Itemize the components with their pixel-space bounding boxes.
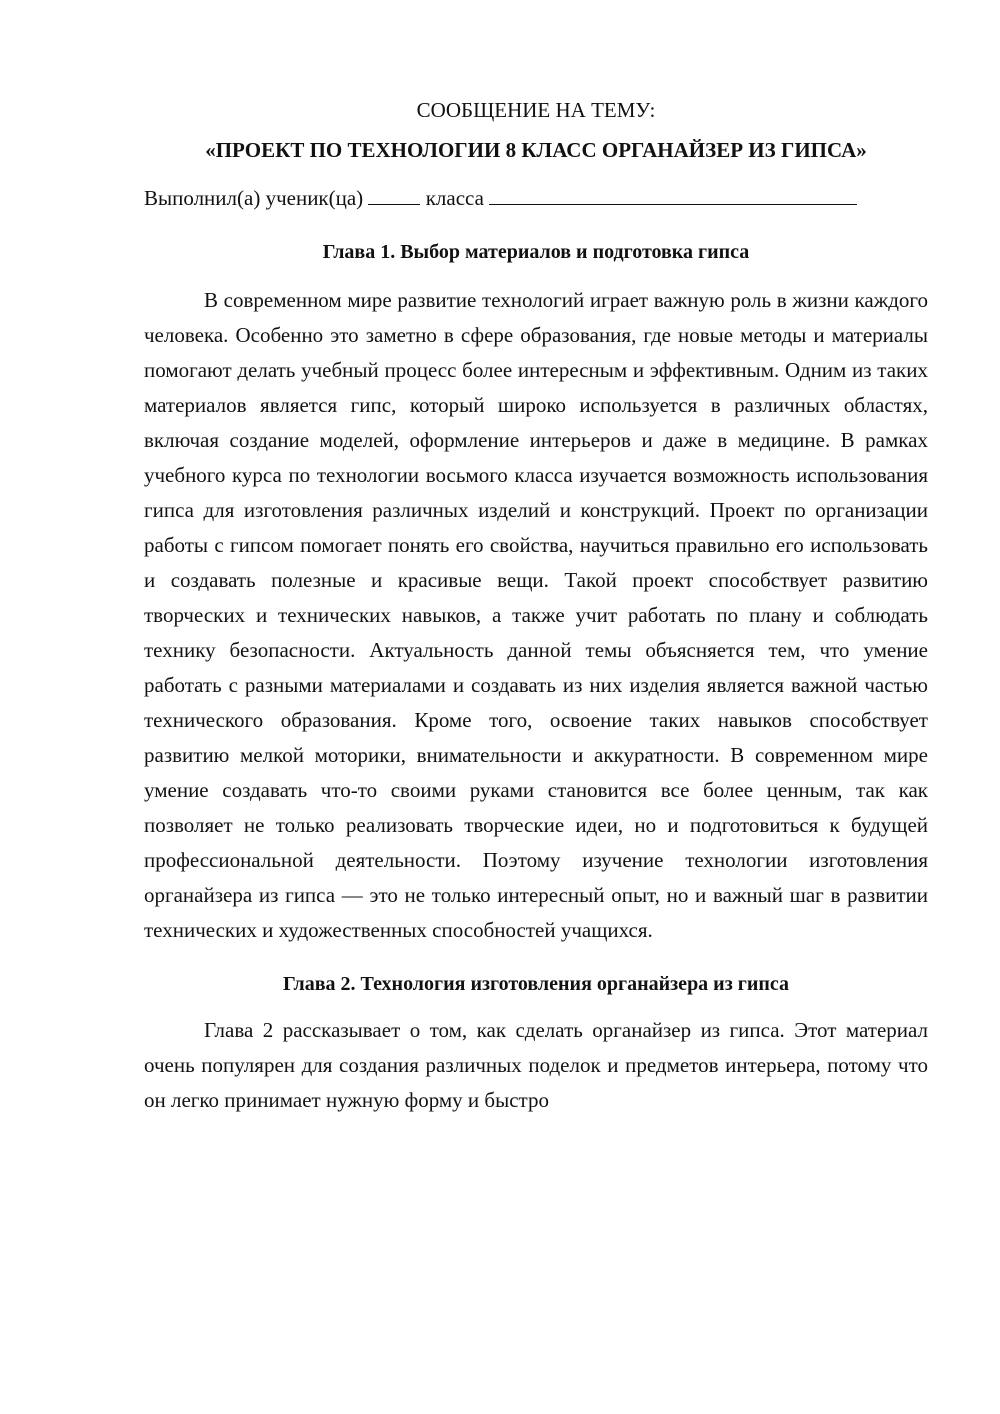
chapter-2-paragraph: Глава 2 рассказывает о том, как сделать органайзер из гипса. Этот материал очень популярен для создания различных поделок и предметов интерьера, потому что он легко принимает нужную форму и быстро xyxy=(144,1018,928,1112)
document-body xyxy=(144,94,928,1118)
chapter-2-title: Глава 2. Технология изготовления органайзера из гипса xyxy=(283,973,789,995)
student-name-blank xyxy=(489,182,857,205)
document-title: «ПРОЕКТ ПО ТЕХНОЛОГИИ 8 КЛАСС ОРГАНАЙЗЕР ИЗ ГИПСА» xyxy=(205,138,867,162)
document-header: СООБЩЕНИЕ НА ТЕМУ: xyxy=(416,98,656,122)
chapter-1-paragraph: В современном мире развитие технологий играет важную роль в жизни каждого человека. Особенно это заметно в сфере образования, где новые методы и материалы помогают делать учебный процесс более интересным и эффективным. Одним из таких материалов является гипс, который широко используется в различных областях, включая создание моделей, оформление интерьеров и даже в медицине. В рамках учебного курса по технологии восьмого класса изучается возможность использования гипса для изготовления различных изделий и конструкций. Проект по организации работы с гипсом помогает понять его свойства, научиться правильно его использовать и создавать полезные и красивые вещи. Такой проект способствует развитию творческих и технических навыков, а также учит работать по плану и соблюдать технику безопасности. Актуальность данной темы объясняется тем, что умение работать с разными материалами и создавать из них изделия является важной частью технического образования. Кроме того, освоение таких навыков способствует развитию мелкой моторики, внимательности и аккуратности. В современном мире умение создавать что-то своими руками становится все более ценным, так как позволяет не только реализовать творческие идеи, но и подготовиться к будущей профессиональной деятельности. Поэтому изучение технологии изготовления органайзера из гипса — это не только интересный опыт, но и важный шаг в развитии технических и художественных способностей учащихся. xyxy=(144,288,928,942)
byline-class-word: класса xyxy=(425,186,484,210)
byline-performed-by: Выполнил(а) ученик(ца) xyxy=(144,186,364,210)
chapter-1-title: Глава 1. Выбор материалов и подготовка гипса xyxy=(322,241,750,263)
class-number-blank xyxy=(368,182,420,205)
byline xyxy=(144,182,928,214)
